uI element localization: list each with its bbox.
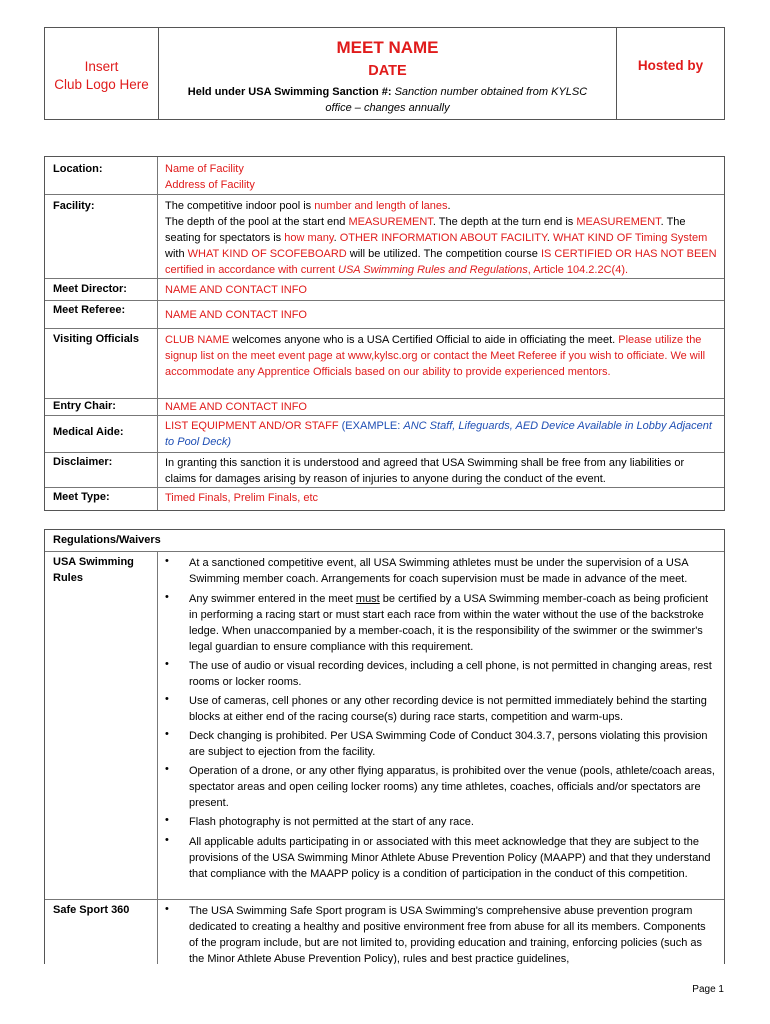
bullet-icon: •	[165, 591, 169, 603]
row-medical-aide	[45, 415, 724, 453]
medical-aide-value: LIST EQUIPMENT AND/OR STAFF (EXAMPLE: ANC Staff, Lifeguards, AED Device Available in Lobby Adjacent to Pool Deck)	[165, 420, 712, 448]
regulations-table: Regulations/Waivers USA Swimming Rules • At a sanctioned competitive event, all USA Swimming athletes must be under the supervision of a USA Swimming member coach. Arrangements for coach supervision must be made in advance of the meet. • Any swimmer entered in the meet must be certified by a USA Swimming member-coach as being proficient in performing a racing start or must start each race from within the water without the use of the backstroke ledge. When unaccompanied by a member-coach, it is the responsibility of the swimmer or the swimmer's legal guardian to ensure compliance with this requirement. • The use of audio or visual recording devices, including a cell phone, is not permitted in changing areas, rest rooms or locker rooms. • Use of cameras, cell phones or any other recording device is not permitted immediately behind the starting blocks at either end of the racing course(s) during race starts, competition and warm-ups. • Deck changing is prohibited. Per USA Swimming Code of Conduct 304.3.7, persons violating this provision are subject to ejection from the facility. • Operation of a drone, or any other flying apparatus, is prohibited over the venue (pools, athlete/coach areas, spectator areas and open ceiling locker rooms) any time athletes, coaches, officials and/or spectators are present. • Flash photography is not permitted at the start of any race. • All applicable adults participating in or associated with this meet acknowledge that they are subject to the provisions of the USA Swimming Minor Athlete Abuse Prevention Policy (MAAPP) and that they understand that compliance with the MAAPP policy is a condition of participation in the conduct of this competition. Safe Sport 360 • The USA Swimming Safe Sport program is USA Swimming's comprehensive abuse prevention program dedicated to creating a healthy and positive environment free from abuse for all its members. Components of the program include, but are not limited to, providing education and training, enforcing policies (such as the Minor Athlete Abuse Prevention Policy), rules and best practice guidelines,	[44, 529, 725, 964]
bullet-icon: •	[165, 658, 169, 670]
disclaimer-label: Disclaimer:	[53, 456, 113, 468]
entry-chair-label: Entry Chair:	[53, 400, 116, 412]
row-meet-referee	[45, 300, 724, 329]
meet-director-value: NAME AND CONTACT INFO	[165, 284, 307, 296]
bullet-icon: •	[165, 728, 169, 740]
meet-referee-label: Meet Referee:	[53, 304, 126, 316]
location-label: Location:	[53, 163, 103, 175]
row-facility	[45, 194, 724, 279]
meet-header-table	[44, 27, 725, 120]
entry-chair-value: NAME AND CONTACT INFO	[165, 401, 307, 413]
meet-type-label: Meet Type:	[53, 491, 110, 503]
meet-date: DATE	[368, 63, 407, 79]
row-disclaimer	[45, 452, 724, 488]
disclaimer-value: In granting this sanction it is understood and agreed that USA Swimming shall be free from any liabilities or claims for damages arising by reason of injuries to anyone during the conduct of the event.	[165, 457, 685, 485]
bullet-icon: •	[165, 693, 169, 705]
row-location	[45, 157, 724, 194]
visiting-officials-value: CLUB NAME welcomes anyone who is a USA Certified Official to aide in officiating the meet. Please utilize the signup list on the meet event page at www,kylsc.org or contact the Meet Referee if you wish to officiate. We will accommodate any Apprentice Officials based on our ability to provide experienced mentors.	[165, 334, 706, 378]
meet-name: MEET NAME	[336, 38, 439, 57]
meet-referee-value: NAME AND CONTACT INFO	[165, 309, 307, 321]
club-logo-placeholder: Insert Club Logo Here	[54, 59, 149, 92]
bullet-icon: •	[165, 763, 169, 775]
meet-info-table	[44, 156, 725, 511]
medical-aide-label: Medical Aide:	[53, 426, 124, 438]
sanction-text: Held under USA Swimming Sanction #: Sanction number obtained from KYLSC office – changes annually	[187, 86, 588, 114]
meet-title-cell	[159, 28, 617, 119]
club-logo-cell	[45, 28, 159, 119]
row-entry-chair	[45, 398, 724, 416]
meet-director-label: Meet Director:	[53, 283, 127, 295]
visiting-officials-label: Visiting Officials	[53, 333, 139, 345]
regulations-title: Regulations/Waivers	[53, 534, 161, 546]
hosted-by-cell	[617, 28, 724, 119]
row-meet-type	[45, 487, 724, 512]
location-value: Name of Facility Address of Facility	[165, 163, 255, 191]
meet-type-value: Timed Finals, Prelim Finals, etc	[165, 492, 319, 504]
facility-value: The competitive indoor pool is number and length of lanes. The depth of the pool at the start end MEASUREMENT. The depth at the turn end is MEASUREMENT. The seating for spectators is how many. OTHER INFORMATION ABOUT FACILITY. WHAT KIND OF Timing System with WHAT KIND OF SCOFEBOARD will be utilized. The competition course IS CERTIFIED OR HAS NOT BEEN certified in accordance with current USA Swimming Rules and Regulations, Article 104.2.2C(4).	[165, 200, 717, 276]
usa-swimming-rules-label: USA Swimming Rules	[53, 556, 134, 584]
hosted-by: Hosted by	[637, 58, 704, 73]
row-visiting-officials	[45, 328, 724, 399]
bullet-icon: •	[165, 814, 169, 826]
safe-sport-label: Safe Sport 360	[53, 904, 130, 916]
facility-label: Facility:	[53, 200, 95, 212]
row-meet-director	[45, 278, 724, 301]
bullet-icon: •	[165, 555, 169, 567]
bullet-icon: •	[165, 834, 169, 846]
bullet-icon: •	[165, 903, 169, 915]
page-number: Page 1	[692, 984, 724, 995]
regulations-title-row	[45, 530, 724, 552]
